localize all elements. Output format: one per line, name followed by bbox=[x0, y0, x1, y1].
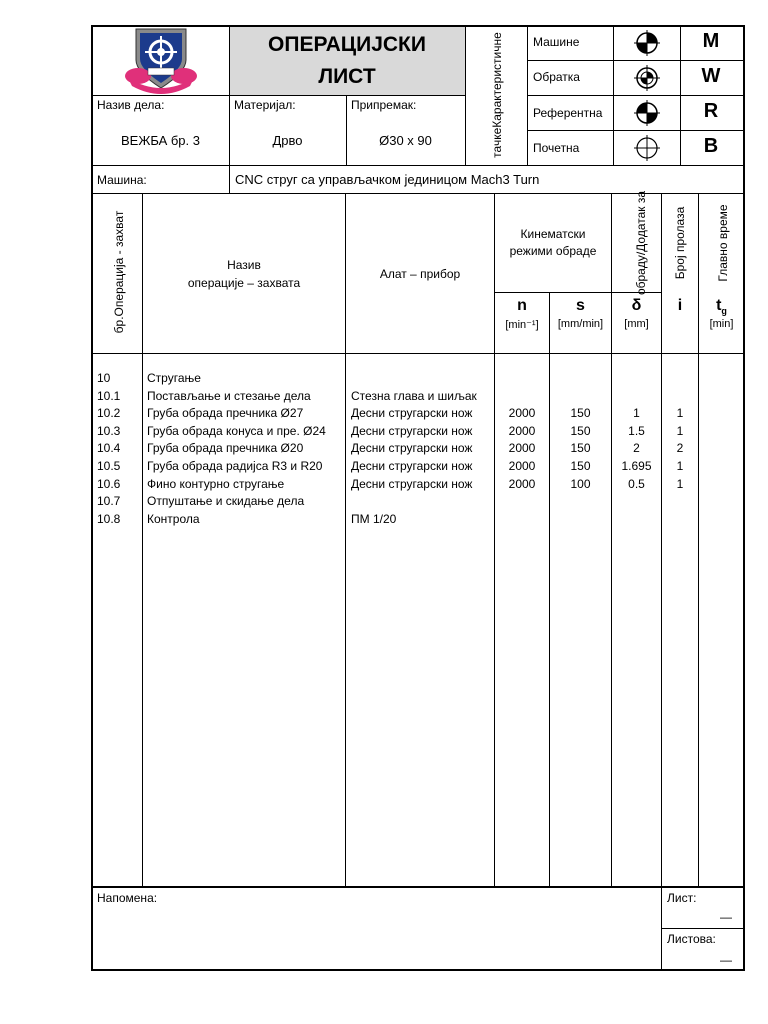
cell-op-no: 10.1 bbox=[97, 388, 121, 403]
characteristic-points-label: тачкеКарактеристичне bbox=[490, 32, 504, 158]
cell-op-no: 10.8 bbox=[97, 511, 121, 526]
cell-n: 2000 bbox=[508, 476, 536, 491]
machine-value: CNC струг са управљачком јединицом Mach3 Turn bbox=[235, 172, 540, 187]
cell-s: 150 bbox=[570, 423, 591, 438]
cell-tool: Десни стругарски нож bbox=[351, 476, 473, 491]
note-label: Напомена: bbox=[97, 891, 158, 905]
unit-tg: [min] bbox=[709, 318, 734, 330]
machine-label: Машина: bbox=[97, 173, 147, 187]
cell-op-name: Отпуштање и скидање дела bbox=[147, 494, 305, 509]
point-label-workpiece: Обратка bbox=[533, 70, 580, 84]
sheet-title-line2: ЛИСТ bbox=[318, 65, 376, 88]
letter-m: M bbox=[702, 30, 720, 52]
start-point-icon bbox=[634, 135, 660, 166]
sheet-title-line1: ОПЕРАЦИЈСКИ bbox=[268, 33, 426, 56]
cell-tool: Стезна глава и шиљак bbox=[351, 388, 477, 403]
cell-op-name: Груба обрада радијса R3 и R20 bbox=[147, 459, 323, 473]
cell-s: 150 bbox=[570, 406, 591, 421]
cell-i: 2 bbox=[676, 441, 684, 456]
cell-delta: 1 bbox=[633, 406, 640, 421]
school-logo bbox=[118, 26, 204, 94]
cell-s: 100 bbox=[570, 476, 591, 491]
cell-i: 1 bbox=[676, 459, 684, 473]
col-kinematic-1: Кинематски bbox=[520, 227, 586, 241]
cell-op-name: Фино контурно стругање bbox=[147, 476, 285, 491]
sheets-label: Листова: bbox=[667, 932, 716, 946]
cell-n: 2000 bbox=[508, 441, 536, 456]
col-op-name-1: Назив bbox=[227, 258, 261, 272]
cell-tool: Десни стругарски нож bbox=[351, 459, 473, 473]
symbol-i: i bbox=[677, 297, 683, 314]
cell-tool: Десни стругарски нож bbox=[351, 441, 473, 456]
cell-s: 150 bbox=[570, 441, 591, 456]
symbol-tg: $t_g$ bbox=[716, 297, 727, 317]
material-label: Материјал: bbox=[234, 98, 296, 112]
col-tool: Алат – прибор bbox=[379, 267, 461, 281]
cell-i: 1 bbox=[676, 476, 684, 491]
point-label-reference: Референтна bbox=[533, 106, 603, 120]
machine-point-icon bbox=[634, 30, 660, 61]
point-label-start: Почетна bbox=[533, 141, 580, 155]
cell-op-name: Постављање и стезање дела bbox=[147, 388, 311, 403]
cell-op-no: 10.6 bbox=[97, 476, 121, 491]
cell-i: 1 bbox=[676, 406, 684, 421]
sheet-value: — bbox=[720, 910, 732, 924]
point-label-machine: Машине bbox=[533, 35, 580, 49]
symbol-s: s bbox=[576, 297, 585, 314]
letter-w: W bbox=[701, 65, 721, 87]
cell-n: 2000 bbox=[508, 406, 536, 421]
unit-s: [mm/min] bbox=[557, 318, 604, 330]
cell-i: 1 bbox=[676, 423, 684, 438]
blank-label: Припремак: bbox=[351, 98, 417, 112]
cell-op-name: Груба обрада конуса и пре. Ø24 bbox=[147, 423, 326, 438]
cell-delta: 0.5 bbox=[628, 476, 645, 491]
col-kinematic-2: режими обраде bbox=[509, 244, 597, 258]
cell-op-name: Груба обрада пречника Ø20 bbox=[147, 441, 304, 456]
cell-op-no: 10.7 bbox=[97, 494, 121, 509]
cell-tool: Десни стругарски нож bbox=[351, 406, 473, 421]
cell-n: 2000 bbox=[508, 423, 536, 438]
part-name-label: Назив дела: bbox=[97, 98, 165, 112]
blank-value: Ø30 x 90 bbox=[379, 133, 432, 148]
cell-tool: Десни стругарски нож bbox=[351, 423, 473, 438]
cell-tool: ПМ 1/20 bbox=[351, 511, 397, 526]
col-passes: Број пролаза bbox=[673, 206, 687, 280]
cell-op-name: Контрола bbox=[147, 511, 200, 526]
col-op-name-2: операције – захвата bbox=[187, 276, 301, 290]
cell-delta: 1.695 bbox=[621, 459, 652, 473]
cell-op-no: 10.5 bbox=[97, 459, 121, 473]
unit-n: [min⁻¹] bbox=[505, 319, 539, 331]
letter-r: R bbox=[703, 100, 719, 122]
letter-b: B bbox=[703, 135, 719, 157]
workpiece-point-icon bbox=[634, 65, 660, 96]
cell-s: 150 bbox=[570, 459, 591, 473]
cell-op-no: 10 bbox=[97, 371, 111, 385]
cell-delta: 1.5 bbox=[628, 423, 645, 438]
cell-op-name: Стругање bbox=[147, 371, 201, 385]
reference-point-icon bbox=[634, 100, 660, 131]
unit-delta: [mm] bbox=[624, 318, 649, 330]
cell-op-no: 10.3 bbox=[97, 423, 121, 438]
cell-delta: 2 bbox=[633, 441, 640, 456]
part-name-value: ВЕЖБА бр. 3 bbox=[120, 133, 200, 148]
col-allowance: обраду/Додатак за bbox=[634, 190, 648, 296]
symbol-delta: δ bbox=[631, 297, 642, 314]
symbol-n: n bbox=[517, 297, 527, 314]
cell-op-no: 10.2 bbox=[97, 406, 121, 421]
sheet-label: Лист: bbox=[667, 891, 697, 905]
material-value: Дрво bbox=[272, 133, 303, 148]
cell-n: 2000 bbox=[508, 459, 536, 473]
cell-op-name: Груба обрада пречника Ø27 bbox=[147, 406, 304, 421]
col-main-time: Главно време bbox=[716, 204, 730, 282]
col-op-no: бр.Операција - захват bbox=[112, 210, 126, 334]
cell-op-no: 10.4 bbox=[97, 441, 121, 456]
sheets-value: — bbox=[720, 953, 732, 967]
